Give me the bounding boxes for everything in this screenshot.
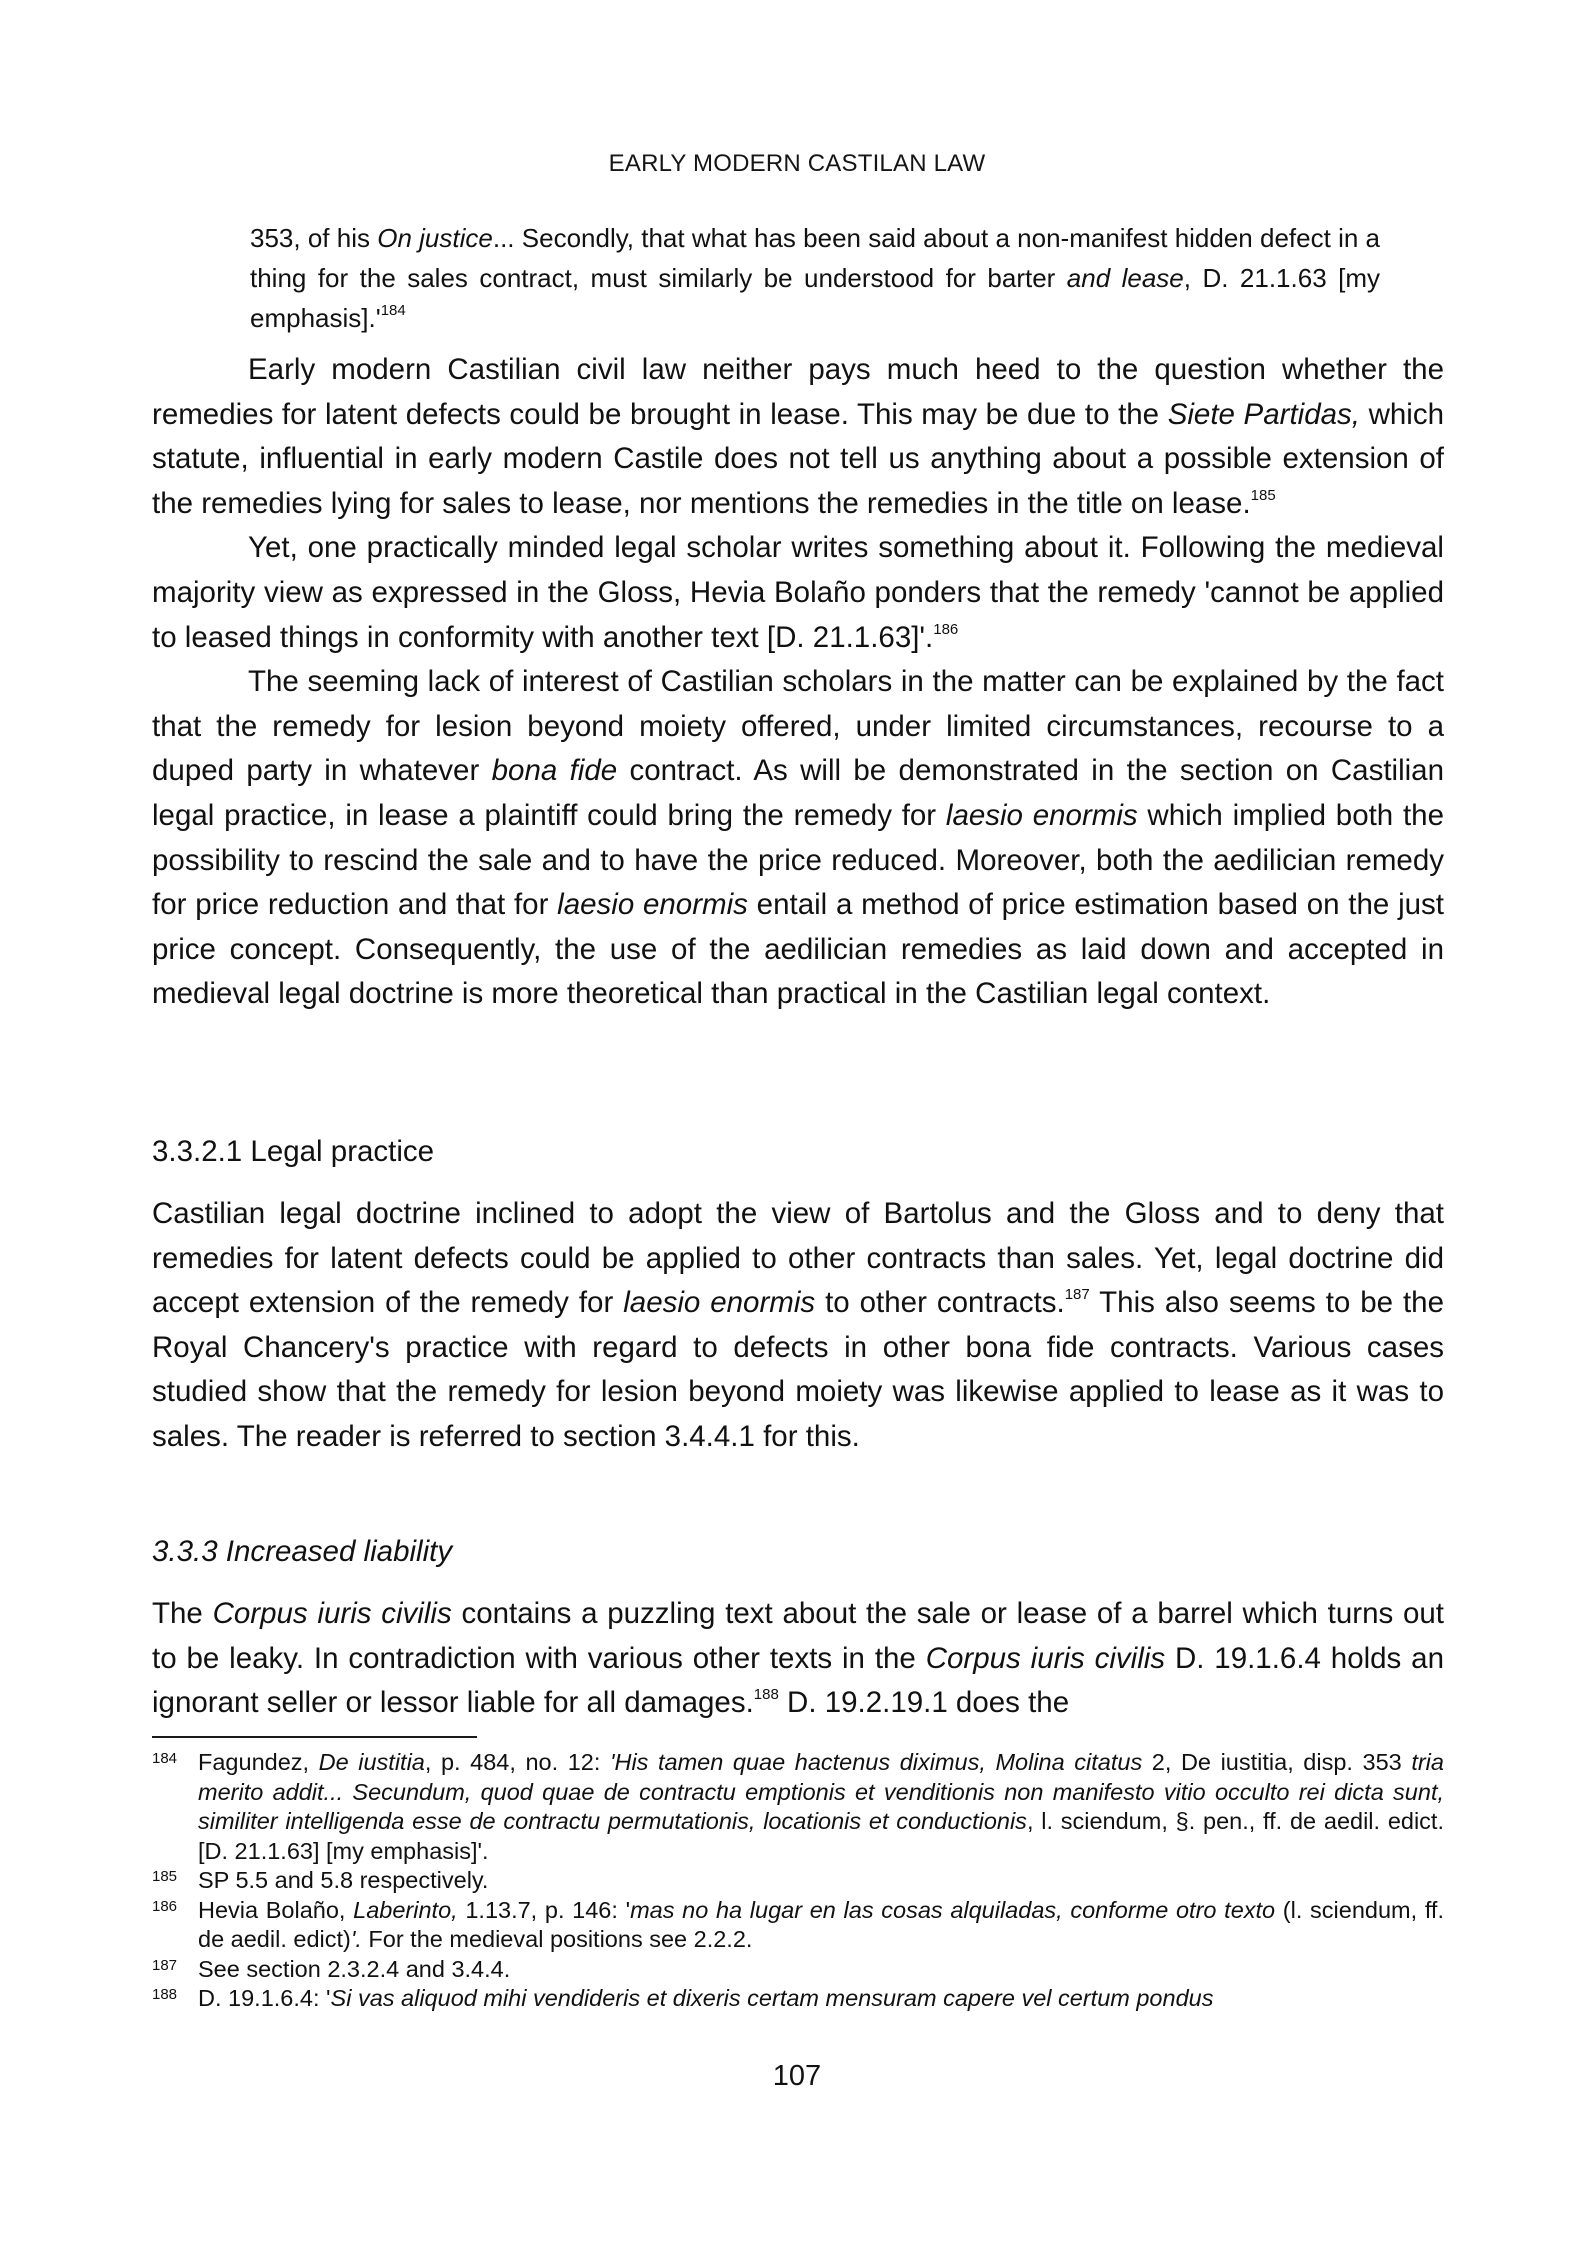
- footnote-text: See section 2.3.2.4 and 3.4.4.: [198, 1955, 511, 1982]
- section-heading: 3.3.2.1 Legal practice: [152, 1135, 435, 1168]
- footnote-reference: 186: [933, 620, 959, 638]
- footnote-separator: [152, 1736, 477, 1738]
- footnotes: [152, 1748, 1444, 2014]
- footnote-reference: 185: [1250, 486, 1276, 504]
- paragraph: The seeming lack of interest of Castilian scholars in the matter can be explained by the fact that the remedy for lesion beyond moiety offered, under limited circumstances, recourse to a duped party in whatever bona fide contract. As will be demonstrated in the section on Castilian legal practice, in lease a plaintiff could bring the remedy for laesio enormis which implied both the possibility to rescind the sale and to have the price reduced. Moreover, both the aedilician remedy for price reduction and that for laesio enormis entail a method of price estimation based on the just price concept. Consequently, the use of the aedilician remedies as laid down and accepted in medieval legal doctrine is more theoretical than practical in the Castilian legal context.: [152, 665, 1444, 1011]
- paragraph: Yet, one practically minded legal scholar writes something about it. Following the medieval majority view as expressed in the Gloss, Hevia Bolaño ponders that the remedy 'cannot be applied to leased things in conformity with another text [D. 21.1.63]'.$^{186}$: [152, 531, 1444, 654]
- paragraph: Early modern Castilian civil law neither pays much heed to the question whether the remedies for latent defects could be brought in lease. This may be due to the Siete Partidas, which statute, influential in early modern Castile does not tell us anything about a possible extension of the remedies lying for sales to lease, nor mentions the remedies in the title on lease.$^{185}$: [152, 353, 1444, 520]
- section-3-3-2-1: [152, 1130, 1444, 1460]
- section-heading: 3.3.3 Increased liability: [152, 1535, 453, 1568]
- footnote-text: Fagundez, De iustitia, p. 484, no. 12: 'His tamen quae hactenus diximus, Molina citatus 2, De iustitia, disp. 353 tria merito addit... Secundum, quod quae de contractu emptionis et venditionis non manifesto vitio occulto rei dicta sunt, similiter intelligenda esse de contractu permutationis, locationis et conductionis, l. sciendum, §. pen., ff. de aedil. edict. [D. 21.1.63] [my emphasis]'.: [198, 1749, 1444, 1864]
- body-paragraphs: [152, 348, 1444, 1017]
- block-quote: 353, of his On justice... Secondly, that what has been said about a non-manifest hidden defect in a thing for the sales contract, must similarly be understood for barter and lease, D. 21.1.63 [my $emphasis].'^{184}$: [250, 223, 1380, 333]
- paragraph: Castilian legal doctrine inclined to adopt the view of Bartolus and the Gloss and to deny that remedies for latent defects could be applied to other contracts than sales. Yet, legal doctrine did accept extension of the remedy for laesio enormis to other contracts.$^{187}$ This also seems to be the Royal Chancery's practice with regard to defects in other bona fide contracts. Various cases studied show that the remedy for lesion beyond moiety was likewise applied to lease as it was to sales. The reader is referred to section 3.4.4.1 for this.: [152, 1197, 1444, 1453]
- running-header: EARLY MODERN CASTILAN LAW: [608, 150, 986, 177]
- footnote-text: Hevia Bolaño, Laberinto, 1.13.7, p. 146: 'mas no ha lugar en las cosas alquiladas, conforme otro texto (l. sciendum, ff. de aedil. edict)'. For the medieval positions see 2.2.2.: [198, 1896, 1444, 1952]
- footnote: [152, 1896, 1444, 1955]
- footnote-number: 184: [152, 1750, 178, 1767]
- paragraph: The Corpus iuris civilis contains a puzzling text about the sale or lease of a barrel which turns out to be leaky. In contradiction with various other texts in the Corpus iuris civilis D. 19.1.6.4 holds an ignorant seller or lessor liable for all damages.$^{188}$ D. 19.2.19.1 does the: [152, 1597, 1445, 1720]
- footnote-reference: 184: [380, 302, 406, 320]
- footnote-text: D. 19.1.6.4: 'Si vas aliquod mihi vendideris et dixeris certam mensuram capere vel certum pondus: [198, 1985, 1214, 2011]
- footnote: [152, 1748, 1444, 1866]
- footnote-reference: 188: [753, 1686, 779, 1704]
- footnote-reference: 187: [1064, 1286, 1090, 1304]
- footnote: [152, 1866, 1444, 1896]
- footnote-number: 186: [152, 1897, 178, 1915]
- page-number: 107: [772, 2060, 822, 2092]
- footnote-number: 188: [152, 1986, 178, 2003]
- footnote-number: 185: [152, 1868, 178, 1885]
- footnote: [152, 1984, 1444, 2014]
- footnote: [152, 1955, 1444, 1985]
- footnote-number: 187: [152, 1956, 178, 1974]
- section-3-3-3: [152, 1530, 1444, 1726]
- footnote-text: SP 5.5 and 5.8 respectively.: [198, 1867, 489, 1893]
